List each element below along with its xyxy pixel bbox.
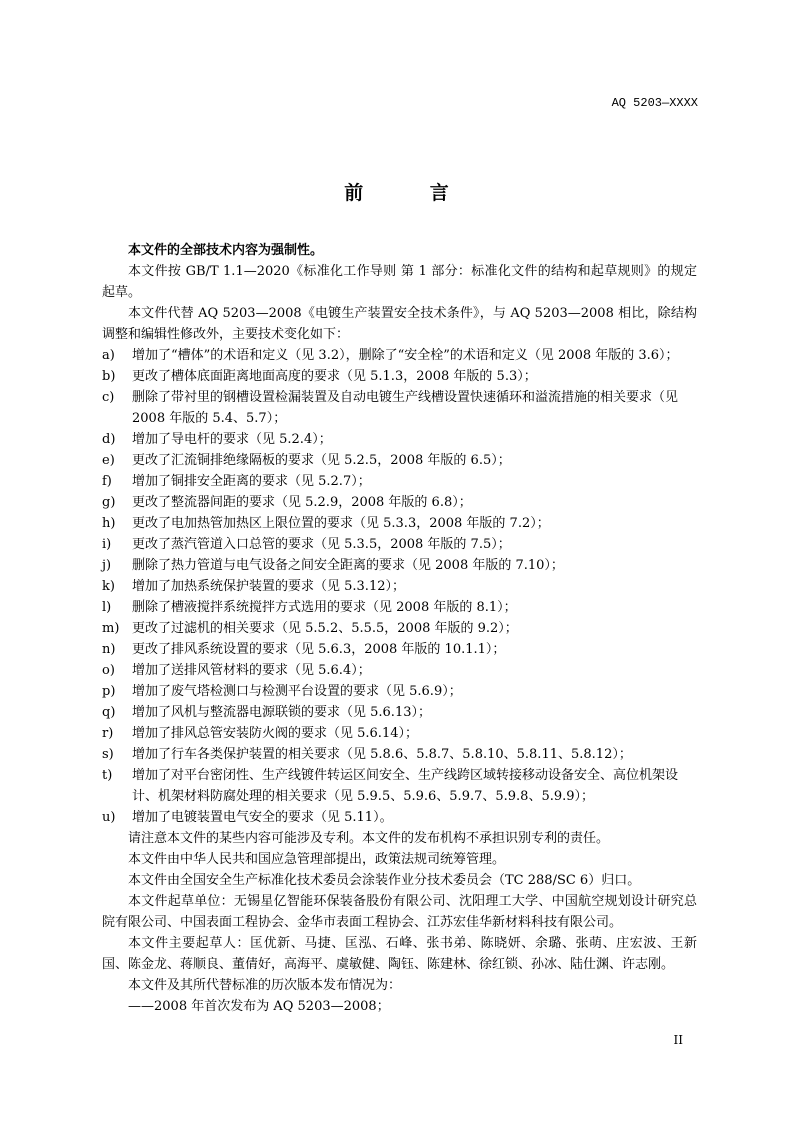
list-item-label: q) <box>102 705 116 720</box>
list-item-text: 增加了“槽体”的术语和定义（见 3.2），删除了“安全栓”的术语和定义（见 2008 年版的 3.6）； <box>132 348 679 363</box>
list-item-text: 增加了废气塔检测口与检测平台设置的要求（见 5.6.9）； <box>132 684 462 699</box>
drafting-basis-paragraph: 本文件按 GB/T 1.1—2020《标准化工作导则 第 1 部分：标准化文件的结构和起草规则》的规定起草。 <box>102 264 697 300</box>
list-item-label: r) <box>102 726 114 741</box>
list-item-text: 增加了风机与整流器电源联锁的要求（见 5.6.13）； <box>132 705 431 720</box>
list-item <box>102 765 697 807</box>
list-item-label: h) <box>102 516 116 531</box>
list-item-text: 增加了导电杆的要求（见 5.2.4）； <box>132 432 332 447</box>
list-item-text: 更改了过滤机的相关要求（见 5.5.2、5.5.5，2008 年版的 9.2）； <box>132 621 518 636</box>
list-item <box>102 618 697 639</box>
mandatory-note: 本文件的全部技术内容为强制性。 <box>128 243 324 258</box>
list-item <box>102 660 697 681</box>
list-item <box>102 471 697 492</box>
list-item-label: l) <box>102 600 112 615</box>
list-item-label: j) <box>102 558 112 573</box>
list-item <box>102 639 697 660</box>
list-item <box>102 723 697 744</box>
list-item-label: f) <box>102 474 112 489</box>
list-item-label: u) <box>102 810 116 825</box>
list-item-label: t) <box>102 768 113 783</box>
list-item-label: b) <box>102 369 116 384</box>
list-item <box>102 702 697 723</box>
history-item: ——2008 年首次发布为 AQ 5203—2008； <box>128 999 390 1014</box>
list-item-label: k) <box>102 579 115 594</box>
list-item-text: 增加了排风总管安装防火阀的要求（见 5.6.14）； <box>132 726 418 741</box>
list-item-text: 增加了电镀装置电气安全的要求（见 5.11）。 <box>132 810 393 825</box>
list-item <box>102 681 697 702</box>
list-item-label: m) <box>102 621 120 636</box>
list-item <box>102 513 697 534</box>
list-item <box>102 555 697 576</box>
list-item-label: s) <box>102 747 114 762</box>
patent-paragraph: 请注意本文件的某些内容可能涉及专利。本文件的发布机构不承担识别专利的责任。 <box>128 831 610 846</box>
list-item-label: d) <box>102 432 116 447</box>
list-item-text: 增加了加热系统保护装置的要求（见 5.3.12）； <box>132 579 405 594</box>
centralized-by-paragraph: 本文件由全国安全生产标准化技术委员会涂装作业分技术委员会（TC 288/SC 6）归口。 <box>128 873 641 888</box>
list-item-label: a) <box>102 348 115 363</box>
list-item-text: 删除了热力管道与电气设备之间安全距离的要求（见 2008 年版的 7.10）； <box>132 558 564 573</box>
drafting-units-paragraph: 本文件起草单位：无锡星亿智能环保装备股份有限公司、沈阳理工大学、中国航空规划设计研究总院有限公司、中国表面工程协会、金华市表面工程协会、江苏宏佳华新材料科技有限公司。 <box>102 894 697 930</box>
list-item <box>102 345 697 366</box>
list-item <box>102 576 697 597</box>
list-item-label: o) <box>102 663 115 678</box>
list-item-text: 增加了行车各类保护装置的相关要求（见 5.8.6、5.8.7、5.8.10、5.8.11、5.8.12）； <box>132 747 632 762</box>
list-item <box>102 744 697 765</box>
list-item-text: 更改了排风系统设置的要求（见 5.6.3，2008 年版的 10.1.1）； <box>132 642 506 657</box>
list-item <box>102 492 697 513</box>
list-item <box>102 807 697 828</box>
list-item-label: i) <box>102 537 112 552</box>
list-item-text: 删除了带衬里的钢槽设置检漏装置及自动电镀生产线槽设置快速循环和溢流措施的相关要求（见 2008 年版的 5.4、5.7）； <box>132 390 679 426</box>
list-item <box>102 387 697 429</box>
page-number: II <box>673 1033 683 1047</box>
list-item-label: p) <box>102 684 116 699</box>
list-item <box>102 534 697 555</box>
list-item-label: c) <box>102 390 115 405</box>
list-item-label: e) <box>102 453 115 468</box>
list-item <box>102 429 697 450</box>
list-item-text: 更改了蒸汽管道入口总管的要求（见 5.3.5，2008 年版的 7.5）； <box>132 537 511 552</box>
list-item-text: 更改了槽体底面距离地面高度的要求（见 5.1.3，2008 年版的 5.3）； <box>132 369 537 384</box>
drafters-paragraph: 本文件主要起草人：匡优新、马捷、匡泓、石峰、张书弟、陈晓妍、余璐、张萌、庄宏波、王新国、陈金龙、蒋顺良、董倩好，高海平、虞敏健、陶钰、陈建林、徐红锁、孙冰、陆仕渊、许志刚。 <box>102 936 697 972</box>
list-item-text: 更改了整流器间距的要求（见 5.2.9，2008 年版的 6.8）； <box>132 495 472 510</box>
list-item-label: n) <box>102 642 116 657</box>
document-code: AQ 5203—XXXX <box>611 96 698 110</box>
list-item-text: 更改了电加热管加热区上限位置的要求（见 5.3.3，2008 年版的 7.2）； <box>132 516 550 531</box>
history-paragraph: 本文件及其所代替标准的历次版本发布情况为： <box>128 978 402 993</box>
list-item-text: 删除了槽液搅拌系统搅拌方式选用的要求（见 2008 年版的 8.1）； <box>132 600 517 615</box>
list-item-text: 增加了送排风管材料的要求（见 5.6.4）； <box>132 663 371 678</box>
list-item <box>102 450 697 471</box>
foreword-body <box>102 240 697 1017</box>
list-item-text: 增加了铜排安全距离的要求（见 5.2.7）； <box>132 474 371 489</box>
list-item-text: 更改了汇流铜排绝缘隔板的要求（见 5.2.5，2008 年版的 6.5）； <box>132 453 511 468</box>
list-item <box>102 597 697 618</box>
list-item-label: g) <box>102 495 116 510</box>
proposed-by-paragraph: 本文件由中华人民共和国应急管理部提出，政策法规司统筹管理。 <box>128 852 506 867</box>
page-title: 前 言 <box>344 182 479 204</box>
changes-list <box>102 345 697 828</box>
replacement-paragraph: 本文件代替 AQ 5203—2008《电镀生产装置安全技术条件》，与 AQ 5203—2008 相比，除结构调整和编辑性修改外，主要技术变化如下： <box>102 306 697 342</box>
list-item-text: 增加了对平台密闭性、生产线镀件转运区间安全、生产线跨区域转接移动设备安全、高位机架设计、机架材料防腐处理的相关要求（见 5.9.5、5.9.6、5.9.7、5.9.8、5.9.9）； <box>132 768 679 804</box>
list-item <box>102 366 697 387</box>
